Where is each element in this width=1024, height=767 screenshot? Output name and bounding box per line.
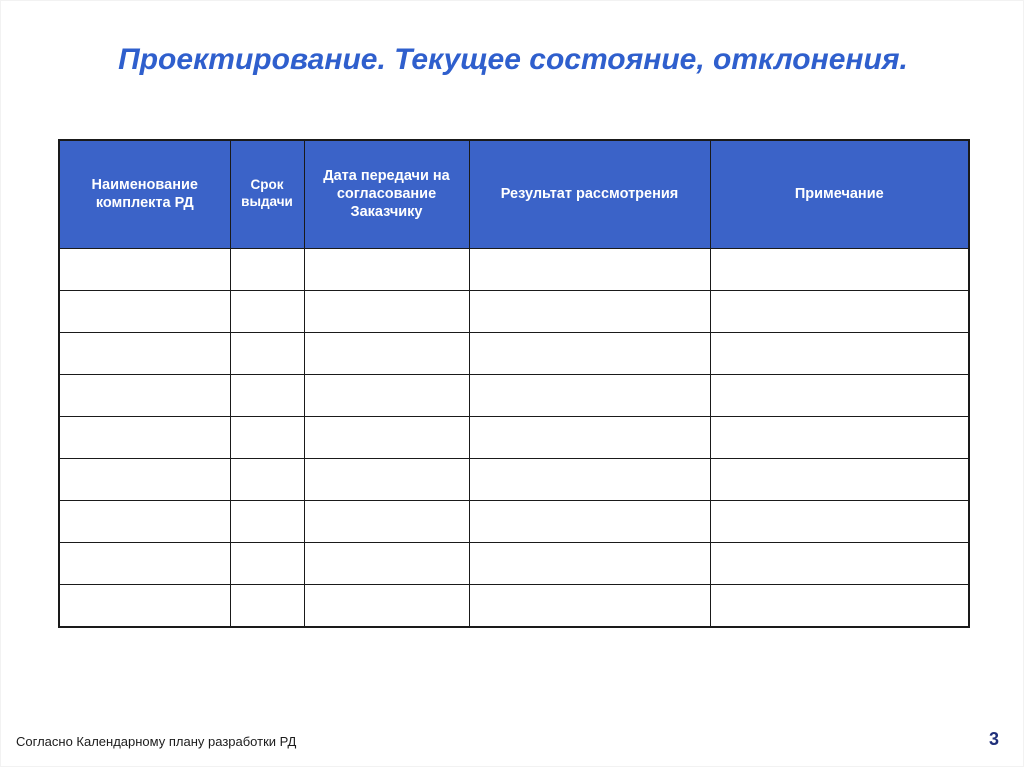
table-cell[interactable] xyxy=(230,290,304,332)
table-cell[interactable] xyxy=(59,290,230,332)
table-cell[interactable] xyxy=(304,584,469,627)
table-row[interactable] xyxy=(59,416,969,458)
table-cell[interactable] xyxy=(304,542,469,584)
table-cell[interactable] xyxy=(710,290,969,332)
table-row[interactable] xyxy=(59,500,969,542)
table-cell[interactable] xyxy=(230,542,304,584)
table-cell[interactable] xyxy=(304,374,469,416)
table-cell[interactable] xyxy=(304,290,469,332)
column-header-submission-date: Дата передачи на согласование Заказчику xyxy=(304,140,469,248)
table-row[interactable] xyxy=(59,542,969,584)
page-title: Проектирование. Текущее состояние, отклонения. xyxy=(118,43,908,76)
table-row[interactable] xyxy=(59,290,969,332)
table-row[interactable] xyxy=(59,332,969,374)
table-cell[interactable] xyxy=(59,416,230,458)
table-cell[interactable] xyxy=(710,500,969,542)
table-cell[interactable] xyxy=(469,290,710,332)
table-body xyxy=(59,248,969,627)
table-cell[interactable] xyxy=(469,248,710,290)
table-cell[interactable] xyxy=(469,584,710,627)
table-cell[interactable] xyxy=(230,458,304,500)
table-cell[interactable] xyxy=(469,458,710,500)
table-cell[interactable] xyxy=(469,500,710,542)
table-cell[interactable] xyxy=(59,248,230,290)
column-header-issue-date: Срок выдачи xyxy=(230,140,304,248)
table-header xyxy=(59,140,969,248)
table-cell[interactable] xyxy=(230,584,304,627)
table-cell[interactable] xyxy=(230,248,304,290)
table-cell[interactable] xyxy=(59,332,230,374)
table-cell[interactable] xyxy=(59,584,230,627)
table-cell[interactable] xyxy=(710,416,969,458)
table-cell[interactable] xyxy=(304,332,469,374)
page-number: 3 xyxy=(989,729,1000,749)
table-row[interactable] xyxy=(59,458,969,500)
table-cell[interactable] xyxy=(710,542,969,584)
table-cell[interactable] xyxy=(469,416,710,458)
table-cell[interactable] xyxy=(230,416,304,458)
table-cell[interactable] xyxy=(230,332,304,374)
table-cell[interactable] xyxy=(230,374,304,416)
table-cell[interactable] xyxy=(469,374,710,416)
table-cell[interactable] xyxy=(710,584,969,627)
table-cell[interactable] xyxy=(710,458,969,500)
footer-note: Согласно Календарному плану разработки РД xyxy=(16,734,297,749)
table-cell[interactable] xyxy=(59,542,230,584)
table-cell[interactable] xyxy=(304,248,469,290)
table-header-row xyxy=(59,140,969,248)
table-cell[interactable] xyxy=(304,416,469,458)
column-header-review-result: Результат рассмотрения xyxy=(469,140,710,248)
table-cell[interactable] xyxy=(710,332,969,374)
table-cell[interactable] xyxy=(59,500,230,542)
table-cell[interactable] xyxy=(710,374,969,416)
table-row[interactable] xyxy=(59,248,969,290)
table-cell[interactable] xyxy=(304,500,469,542)
table-row[interactable] xyxy=(59,374,969,416)
table-cell[interactable] xyxy=(59,458,230,500)
table-row[interactable] xyxy=(59,584,969,627)
column-header-name: Наименование комплекта РД xyxy=(59,140,230,248)
column-header-remark: Примечание xyxy=(710,140,969,248)
table-cell[interactable] xyxy=(304,458,469,500)
table-cell[interactable] xyxy=(469,542,710,584)
status-table-container xyxy=(58,139,968,628)
design-status-table xyxy=(58,139,970,628)
table-cell[interactable] xyxy=(469,332,710,374)
table-cell[interactable] xyxy=(710,248,969,290)
table-cell[interactable] xyxy=(59,374,230,416)
table-cell[interactable] xyxy=(230,500,304,542)
